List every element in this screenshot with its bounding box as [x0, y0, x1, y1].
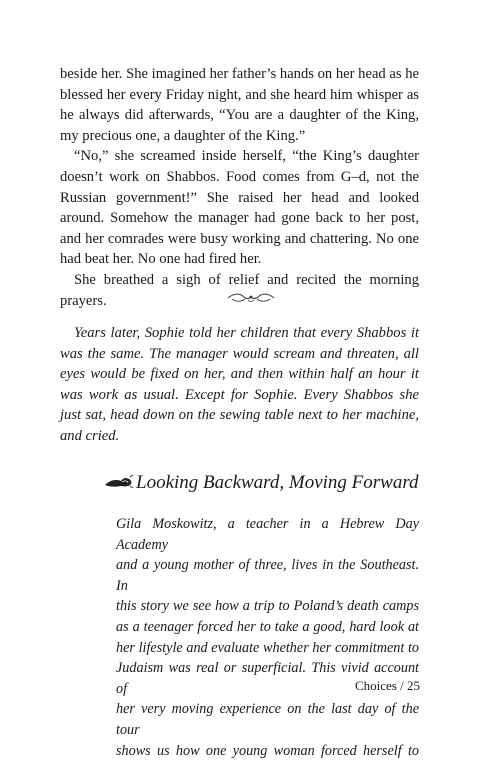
body-text	[60, 64, 419, 311]
intro-line: and a young mother of three, lives in the Southeast. In	[116, 557, 419, 594]
intro-line: Gila Moskowitz, a teacher in a Hebrew Day Academy	[116, 516, 419, 553]
epilogue-block	[60, 323, 419, 447]
paragraph-no-she-screamed: “No,” she screamed inside herself, “the King’s daughter doesn’t work on Shabbos. Food comes from G–d, not the Russian government!” She raised her head and looked around. Somehow the manager had gone back to her post, and her comrades were busy working and chattering. No one had beat her. No one had fired her.	[60, 148, 419, 268]
intro-line: her lifestyle and evaluate whether her commitment to	[116, 639, 419, 656]
scroll-ornament-icon	[226, 291, 276, 305]
intro-line: her very moving experience on the last day of the tour	[116, 701, 419, 738]
pointing-hand-icon	[104, 474, 134, 490]
intro-line: shows us how one young woman forced herself to	[116, 742, 419, 759]
paragraph-continuation: beside her. She imagined her father’s hands on her head as he blessed her every Friday night, and she heard him whisper as he always did afterwards, “You are a daughter of the King, my precious one, a daughter of the King.”	[60, 66, 419, 144]
story-title: Looking Backward, Moving Forward	[136, 472, 419, 493]
intro-line: Judaism was real or superficial. This vivid account of	[116, 660, 419, 697]
paragraph-sigh-of-relief: She breathed a sigh of relief and recited the morning prayers.	[60, 271, 419, 309]
page-footer	[355, 678, 420, 694]
running-section-title: Choices /	[355, 678, 404, 693]
epilogue-paragraph: Years later, Sophie told her children that every Shabbos it was the same. The manager would scream and threaten, all eyes would be fixed on her, and then within half an hour it was work as usual. Except for Sophie. Every Shabbos she just sat, head down on the sewing table next to her machine, and cried.	[60, 325, 419, 444]
page-number: 25	[407, 678, 420, 693]
intro-line: as a teenager forced her to take a good, hard look at	[116, 618, 419, 635]
story-introduction	[116, 514, 419, 761]
intro-line: this story we see how a trip to Poland’s death camps	[116, 598, 419, 615]
story-heading	[104, 470, 424, 496]
